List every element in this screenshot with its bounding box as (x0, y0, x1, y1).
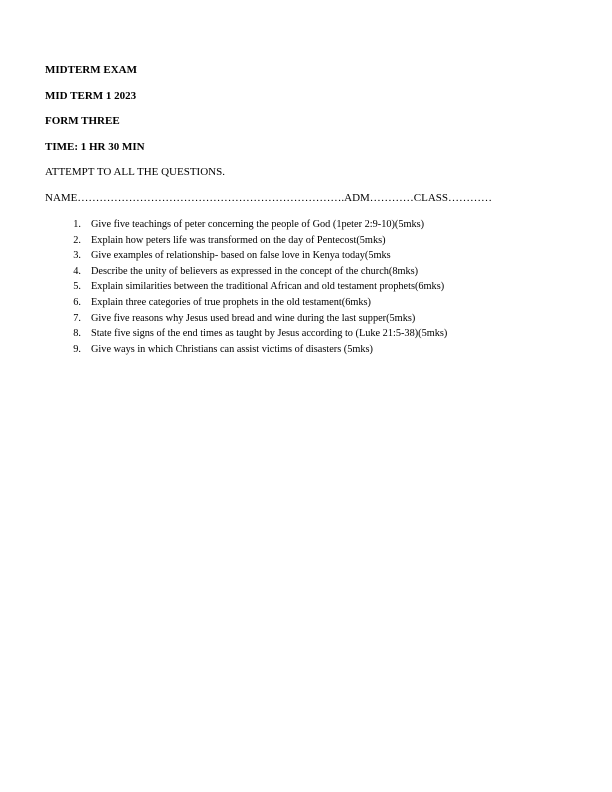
question-number: 9. (73, 343, 81, 355)
question-text: Give ways in which Christians can assist victims of disasters (5mks) (91, 343, 373, 355)
question-text: Explain how peters life was transformed on the day of Pentecost(5mks) (91, 234, 386, 246)
question-number: 3. (73, 250, 81, 262)
question-text: State five signs of the end times as taught by Jesus according to (Luke 21:5-38)(5mks) (91, 328, 448, 340)
term-label: MID TERM 1 2023 (45, 90, 137, 102)
question-number: 2. (73, 234, 81, 246)
question-item (45, 311, 585, 327)
question-number: 4. (73, 265, 81, 277)
question-item (45, 326, 585, 342)
instruction-text: ATTEMPT TO ALL THE QUESTIONS. (45, 166, 225, 178)
question-text: Give five teachings of peter concerning the people of God (1peter 2:9-10)(5mks) (91, 219, 425, 230)
question-item (45, 233, 585, 249)
question-item (45, 248, 585, 264)
question-text: Give examples of relationship- based on false love in Kenya today(5mks (91, 250, 391, 262)
question-number: 5. (73, 281, 81, 293)
question-text: Give five reasons why Jesus used bread and wine during the last supper(5mks) (91, 312, 416, 324)
question-number: 8. (73, 328, 81, 340)
question-item (45, 217, 585, 233)
question-list (45, 217, 585, 357)
question-text: Explain similarities between the traditional African and old testament prophets(6mks) (91, 281, 445, 293)
question-text: Describe the unity of believers as expressed in the concept of the church(8mks) (91, 265, 419, 277)
question-item (45, 342, 585, 358)
question-number: 7. (73, 312, 81, 324)
form-label: FORM THREE (45, 115, 120, 127)
question-number: 1. (73, 219, 81, 230)
question-number: 6. (73, 296, 81, 308)
exam-title: MIDTERM EXAM (45, 64, 137, 76)
name-adm-class-line: NAME……………………………………………………………….ADM…………CLASS………… (45, 192, 493, 204)
time-label: TIME: 1 HR 30 MIN (45, 141, 145, 153)
question-text: Explain three categories of true prophets in the old testament(6mks) (91, 296, 371, 308)
question-item (45, 264, 585, 280)
question-item (45, 295, 585, 311)
question-item (45, 279, 585, 295)
